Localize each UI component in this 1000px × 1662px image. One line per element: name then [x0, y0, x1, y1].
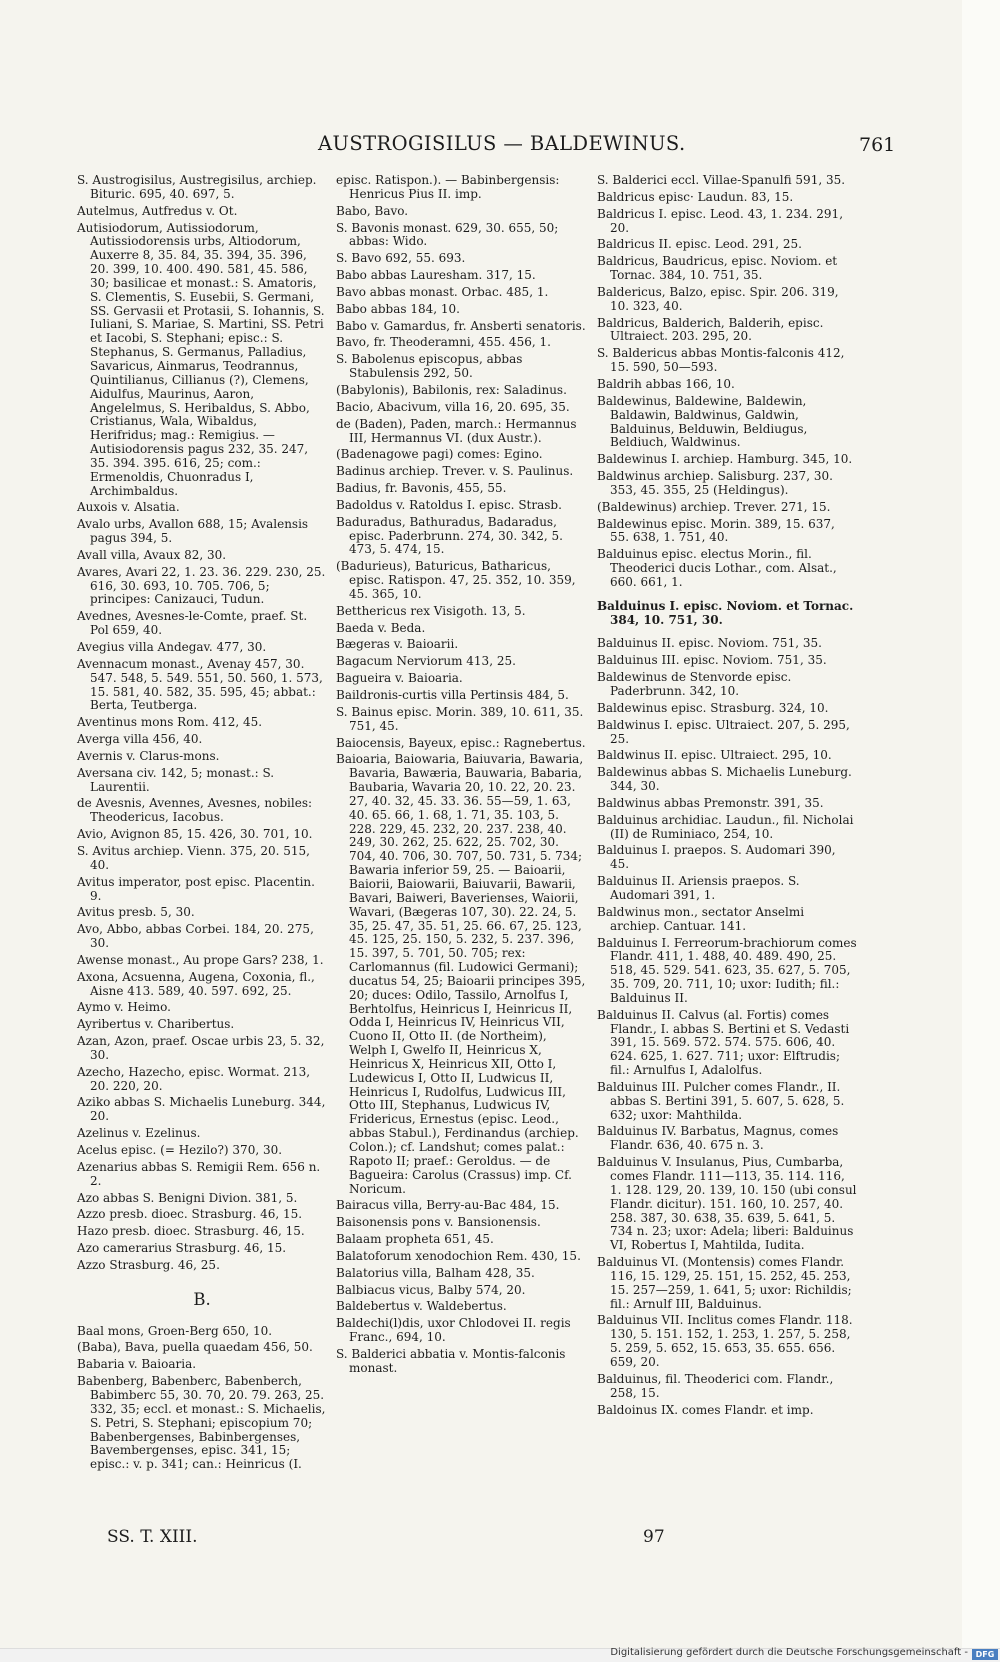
index-entry: Azzo Strasburg. 46, 25.	[77, 1257, 220, 1272]
index-entry: Averga villa 456, 40.	[77, 732, 203, 747]
index-entry: Balduinus I. Ferreorum-brachiorum comes Flandr. 411, 1. 488, 40. 489. 490, 25. 518, 45. 529. 541. 623, 35. 627, 5. 705, 35. 709, 20. 711, 10; uxor: Iudith; fil.: Balduinus II.	[597, 935, 857, 1005]
index-entry: Balduinus II. Ariensis praepos. S. Audomari 391, 1.	[597, 874, 800, 902]
index-entry: Azzo presb. dioec. Strasburg. 46, 15.	[77, 1207, 303, 1222]
index-entry: Aymo v. Heimo.	[77, 1000, 171, 1015]
index-entry: Baldwinus II. episc. Ultraiect. 295, 10.	[597, 748, 832, 763]
index-entry: S. Avitus archiep. Vienn. 375, 20. 515, 40.	[77, 843, 310, 872]
index-column-2	[336, 174, 588, 1376]
index-entry: S. Babolenus episcopus, abbas Stabulensis 292, 50.	[336, 352, 523, 381]
index-entry: Baldewinus de Stenvorde episc. Paderbrunn. 342, 10.	[597, 670, 792, 698]
index-entry: Balduinus VII. Inclitus comes Flandr. 118. 130, 5. 151. 152, 1. 253, 1. 257, 5. 258, 5. 259, 5. 652, 15. 653, 35. 655. 656. 659, 20.	[597, 1313, 853, 1369]
index-entry: Babo abbas 184, 10.	[336, 301, 460, 316]
index-entry: (Baba), Bava, puella quaedam 456, 50.	[77, 1340, 313, 1355]
index-entry: Badinus archiep. Trever. v. S. Paulinus.	[336, 464, 574, 479]
index-entry: Baiocensis, Bayeux, episc.: Ragnebertus.	[336, 735, 586, 750]
index-entry: Autelmus, Autfredus v. Ot.	[77, 203, 238, 218]
section-letter-b: B.	[193, 1289, 211, 1309]
index-entry: Azo camerarius Strasburg. 46, 15.	[77, 1241, 287, 1256]
index-entry: Balbiacus vicus, Balby 574, 20.	[336, 1282, 526, 1297]
index-entry: Baldwinus archiep. Salisburg. 237, 30. 353, 45. 355, 25 (Heldingus).	[597, 469, 833, 497]
index-entry: Autisiodorum, Autissiodorum, Autissiodorensis urbs, Altiodorum, Auxerre 8, 35. 84, 35. 394, 35. 396, 20. 399, 10. 400. 490. 581, 45. 586, 30; basilicae et monast.: S. Amatoris, S. Clementis, S. Eusebii, S. Germani, SS. Gervasii et Protasii, S. Iohannis, S. Iuliani, S. Mariae, S. Martini, SS. Petri et Iacobi, S. Stephani; episc.: S. Stephanus, S. Germanus, Palladius, Savaricus, Ainmarus, Teodrannus, Quintilianus, Cillianus (?), Clemens, Aidulfus, Maurinus, Aaron, Angelelmus, S. Heribaldus, S. Abbo, Cristianus, Wala, Wibaldus, Herifridus; mag.: Remigius. — Autisiodorensis pagus 232, 35. 247, 35. 394. 395. 616, 25; com.: Ermenoldis, Chuonradus I, Archimbaldus.	[77, 220, 325, 498]
index-entry: Baal mons, Groen-Berg 650, 10.	[77, 1323, 273, 1338]
index-entry: Balduinus episc. electus Morin., fil. Theoderici ducis Lothar., com. Alsat., 660. 661, 1.	[597, 547, 837, 589]
index-entry: Auxois v. Alsatia.	[77, 500, 180, 515]
index-entry: Acelus episc. (= Hezilo?) 370, 30.	[77, 1143, 283, 1157]
index-entry: Baldericus, Balzo, episc. Spir. 206. 319, 10. 323, 40.	[597, 284, 839, 313]
index-entry: Baldewinus episc. Strasburg. 324, 10.	[597, 700, 829, 715]
index-entry: Avio, Avignon 85, 15. 426, 30. 701, 10.	[77, 827, 313, 842]
index-entry: S. Bavonis monast. 629, 30. 655, 50; abbas: Wido.	[336, 220, 559, 249]
index-entry: Avo, Abbo, abbas Corbei. 184, 20. 275, 30.	[77, 922, 314, 951]
index-entry: (Baldewinus) archiep. Trever. 271, 15.	[597, 499, 831, 514]
index-column-1	[77, 174, 327, 1472]
volume-label: SS. T. XIII.	[107, 1527, 198, 1547]
index-entry: S. Bainus episc. Morin. 389, 10. 611, 35. 751, 45.	[336, 704, 584, 733]
index-entry: Baldwinus mon., sectator Anselmi archiep. Cantuar. 141.	[597, 904, 805, 933]
index-entry: Avitus presb. 5, 30.	[77, 905, 195, 920]
index-entry: Baldoinus IX. comes Flandr. et imp.	[597, 1402, 814, 1417]
index-entry: Azo abbas S. Benigni Divion. 381, 5.	[77, 1190, 298, 1205]
index-entry: Baldewinus episc. Morin. 389, 15. 637, 55. 638, 1. 751, 40.	[597, 516, 835, 545]
index-entry: Bavo, fr. Theoderamni, 455. 456, 1.	[336, 335, 551, 350]
index-entry: Bagacum Nerviorum 413, 25.	[336, 654, 516, 669]
index-entry: Balduinus III. episc. Noviom. 751, 35.	[597, 653, 827, 668]
index-entry: Baldechi(l)dis, uxor Chlodovei II. regis Franc., 694, 10.	[336, 1316, 571, 1345]
index-entry: Balaam propheta 651, 45.	[336, 1232, 494, 1247]
index-entry: Baldebertus v. Waldebertus.	[336, 1299, 507, 1314]
index-entry: Axona, Acsuenna, Augena, Coxonia, fl., Aisne 413. 589, 40. 597. 692, 25.	[77, 969, 315, 998]
index-entry: Baioaria, Baiowaria, Baiuvaria, Bawaria, Bavaria, Bawæria, Bauwaria, Babaria, Baubaria, Wavaria 20, 10. 22, 20. 23. 27, 40. 32, 45. 33. 36. 55—59, 1. 63, 40. 65. 66, 1. 68, 1. 71, 35. 103, 5. 228. 229, 45. 232, 20. 237. 238, 40. 249, 30. 262, 25. 622, 25. 702, 30. 704, 40. 706, 30. 707, 50. 731, 5. 734; Bawaria inferior 59, 25. — Baioarii, Baiorii, Baiowarii, Baiuvarii, Bawarii, Bavari, Baiweri, Baverienses, Waiorii, Wavari, (Bægeras 107, 30). 22. 24, 5. 35, 25. 47, 35. 51, 25. 66. 67, 25. 123, 45. 125, 25. 150, 5. 232, 5. 237. 396, 15. 397, 5. 701, 50. 705; rex: Carlomannus (fil. Ludowici Germani); ducatus 54, 25; Baioarii principes 395, 20; duces: Odilo, Tassilo, Arnolfus I, Berhtolfus, Heinricus I, Heinricus II, Odda I, Heinricus IV, Heinricus VII, Cuono II, Otto II. (de Northeim), Welph I, Gwelfo II, Heinricus X, Heinricus X, Heinricus XII, Otto I, Ludewicus I, Otto II, Ludwicus II, Heinricus I, Rudolfus, Ludwicus III, Otto III, Stephanus, Ludwicus IV, Fridericus, Ernestus (episc. Leod., abbas Stabul.), Ferdinandus (archiep. Colon.); cf. Landshut; comes palat.: Rapoto II; praef.: Geroldus. — de Bagueira: Carolus (Crassus) imp. Cf. Noricum.	[336, 752, 586, 1196]
index-entry: Azelinus v. Ezelinus.	[77, 1126, 201, 1141]
index-entry: Balduinus VI. (Montensis) comes Flandr. 116, 15. 129, 25. 151, 15. 252, 45. 253, 15. 257—259, 1. 641, 5; uxor: Richildis; fil.: Arnulf III, Balduinus.	[597, 1255, 852, 1311]
index-entry: Avares, Avari 22, 1. 23. 36. 229. 230, 25. 616, 30. 693, 10. 705. 706, 5; principes: Canizauci, Tudun.	[77, 564, 326, 607]
index-entry: Baldwinus I. episc. Ultraiect. 207, 5. 295, 25.	[597, 717, 850, 746]
index-entry: Azecho, Hazecho, episc. Wormat. 213, 20. 220, 20.	[77, 1064, 311, 1093]
index-entry: de Avesnis, Avennes, Avesnes, nobiles: Theodericus, Iacobus.	[77, 796, 313, 825]
page-number: 761	[859, 134, 896, 156]
index-entry: (Babylonis), Babilonis, rex: Saladinus.	[336, 382, 567, 397]
index-entry: Awense monast., Au prope Gars? 238, 1.	[77, 952, 324, 967]
index-entry: Baldewinus, Baldewine, Baldewin, Baldawin, Baldwinus, Galdwin, Balduinus, Belduwin, Beldiugus, Beldiuch, Waldwinus.	[597, 393, 808, 450]
index-entry: Azenarius abbas S. Remigii Rem. 656 n. 2.	[77, 1159, 321, 1188]
index-entry: (Badenagowe pagi) comes: Egino.	[336, 447, 543, 462]
index-entry: Badoldus v. Ratoldus I. episc. Strasb.	[336, 497, 562, 512]
index-entry: episc. Ratispon.). — Babinbergensis: Henricus Pius II. imp.	[336, 173, 560, 201]
index-entry: S. Austrogisilus, Austregisilus, archiep. Bituric. 695, 40. 697, 5.	[77, 173, 317, 201]
index-entry: Baildronis-curtis villa Pertinsis 484, 5.	[336, 688, 569, 702]
index-entry: Balatorius villa, Balham 428, 35.	[336, 1265, 535, 1280]
index-entry: Baldricus, Baudricus, episc. Noviom. et Tornac. 384, 10. 751, 35.	[597, 254, 838, 283]
index-entry: Aversana civ. 142, 5; monast.: S. Laurentii.	[77, 765, 275, 794]
index-entry: S. Balderici eccl. Villae-Spanulfi 591, 35.	[597, 173, 846, 187]
index-entry: Balduinus I. praepos. S. Audomari 390, 45.	[597, 843, 836, 872]
index-entry: Babaria v. Baioaria.	[77, 1357, 197, 1372]
index-entry: Bavo abbas monast. Orbac. 485, 1.	[336, 284, 549, 299]
index-entry: Bacio, Abacivum, villa 16, 20. 695, 35.	[336, 399, 570, 414]
index-entry: Balduinus II. episc. Noviom. 751, 35.	[597, 636, 822, 651]
index-entry: Balduinus V. Insulanus, Pius, Cumbarba, comes Flandr. 111—113, 35. 114. 116, 1. 128. 129, 20. 139, 10. 150 (ubi consul Flandr. dicitur). 151. 160, 10. 257, 40. 258. 387, 30. 638, 35. 639, 5. 641, 5. 734 n. 23; uxor: Adela; liberi: Balduinus VI, Robertus I, Mahtilda, Iudita.	[597, 1155, 857, 1253]
index-entry: Aziko abbas S. Michaelis Luneburg. 344, 20.	[77, 1095, 326, 1124]
index-entry: S. Balderici abbatia v. Montis-falconis monast.	[336, 1346, 566, 1375]
digitization-note: Digitalisierung gefördert durch die Deutsche Forschungsgemeinschaft -	[610, 1647, 968, 1658]
index-entry: S. Baldericus abbas Montis-falconis 412, 15. 590, 50—593.	[597, 346, 845, 375]
index-entry: Baisonensis pons v. Bansionensis.	[336, 1215, 541, 1230]
index-entry: (Badurieus), Baturicus, Batharicus, episc. Ratispon. 47, 25. 352, 10. 359, 45. 365, 10.	[336, 559, 576, 601]
index-entry: Balduinus III. Pulcher comes Flandr., II. abbas S. Bertini 391, 5. 607, 5. 628, 5. 632; uxor: Mahthilda.	[597, 1079, 845, 1122]
index-entry: Baldrih abbas 166, 10.	[597, 376, 735, 391]
digitization-bar	[0, 1648, 1000, 1662]
index-entry: Baldricus, Balderich, Balderih, episc. Ultraiect. 203. 295, 20.	[597, 315, 824, 344]
page-title: AUSTROGISILUS — BALDEWINUS.	[318, 132, 686, 155]
index-entry: Hazo presb. dioec. Strasburg. 46, 15.	[77, 1224, 305, 1239]
index-entry: Balatoforum xenodochion Rem. 430, 15.	[336, 1248, 581, 1263]
index-entry: Balduinus II. Calvus (al. Fortis) comes Flandr., I. abbas S. Bertini et S. Vedasti 391, 15. 569. 572. 574. 575. 606, 40. 624. 625, 1. 627. 711; uxor: Elftrudis; fil.: Arnulfus I, Adalolfus.	[597, 1007, 850, 1078]
index-entry: Bagueira v. Baioaria.	[336, 671, 463, 686]
index-entry: Bægeras v. Baioarii.	[336, 637, 459, 652]
index-column-3	[597, 174, 857, 1417]
index-entry: Badius, fr. Bavonis, 455, 55.	[336, 481, 507, 496]
index-entry: Baldwinus abbas Premonstr. 391, 35.	[597, 795, 824, 810]
running-header	[0, 132, 962, 162]
index-entry: Balduinus I. episc. Noviom. et Tornac. 384, 10. 751, 30.	[597, 598, 854, 627]
index-entry: Baldewinus I. archiep. Hamburg. 345, 10.	[597, 452, 853, 467]
index-entry: Aventinus mons Rom. 412, 45.	[77, 715, 263, 730]
dfg-logo: DFG	[972, 1649, 998, 1660]
index-entry: Avernis v. Clarus-mons.	[77, 748, 220, 763]
index-entry: Babo, Bavo.	[336, 203, 409, 218]
index-entry: S. Bavo 692, 55. 693.	[336, 251, 466, 266]
index-entry: Avalo urbs, Avallon 688, 15; Avalensis pagus 394, 5.	[77, 517, 309, 546]
index-entry: Balduinus, fil. Theoderici com. Flandr., 258, 15.	[597, 1371, 834, 1400]
index-entry: Babenberg, Babenberc, Babenberch, Babimberc 55, 30. 70, 20. 79. 263, 25. 332, 35; eccl. et monast.: S. Michaelis, S. Petri, S. Stephani; episcopium 70; Babenbergenses, Babinbergenses, Bavembergenses, episc. 341, 15; episc.: v. p. 341; can.: Heinricus (I.	[77, 1374, 326, 1472]
index-entry: Babo v. Gamardus, fr. Ansberti senatoris.	[336, 318, 586, 333]
sheet-signature: 97	[643, 1527, 665, 1547]
index-entry: Avednes, Avesnes-le-Comte, praef. St. Pol 659, 40.	[77, 609, 308, 638]
index-entry: de (Baden), Paden, march.: Hermannus III, Hermannus VI. (dux Austr.).	[336, 416, 577, 445]
index-entry: Baeda v. Beda.	[336, 620, 426, 635]
index-entry: Balduinus IV. Barbatus, Magnus, comes Flandr. 636, 40. 675 n. 3.	[597, 1124, 839, 1153]
index-entry: Babo abbas Lauresham. 317, 15.	[336, 268, 536, 283]
index-entry: Avennacum monast., Avenay 457, 30. 547. 548, 5. 549. 551, 50. 560, 1. 573, 15. 581, 40. 582, 35. 595, 45; abbat.: Berta, Teutberga.	[77, 656, 323, 713]
index-entry: Betthericus rex Visigoth. 13, 5.	[336, 603, 526, 618]
index-entry: Azan, Azon, praef. Oscae urbis 23, 5. 32, 30.	[77, 1034, 325, 1062]
index-entry: Avegius villa Andegav. 477, 30.	[77, 640, 267, 654]
index-entry: Baldricus I. episc. Leod. 43, 1. 234. 291, 20.	[597, 206, 844, 235]
index-entry: Bairacus villa, Berry-au-Bac 484, 15.	[336, 1198, 560, 1213]
index-entry: Avitus imperator, post episc. Placentin. 9.	[77, 874, 315, 903]
index-entry: Ayribertus v. Charibertus.	[77, 1017, 235, 1032]
index-entry: Baldricus episc· Laudun. 83, 15.	[597, 189, 794, 204]
index-entry: Avall villa, Avaux 82, 30.	[77, 547, 227, 562]
index-entry: Baldricus II. episc. Leod. 291, 25.	[597, 237, 802, 252]
index-entry: Baduradus, Bathuradus, Badaradus, episc. Paderbrunn. 274, 30. 342, 5. 473, 5. 474, 15.	[336, 514, 563, 557]
index-entry: Balduinus archidiac. Laudun., fil. Nicholai (II) de Ruminiaco, 254, 10.	[597, 812, 854, 841]
index-entry: Baldewinus abbas S. Michaelis Luneburg. 344, 30.	[597, 765, 852, 794]
